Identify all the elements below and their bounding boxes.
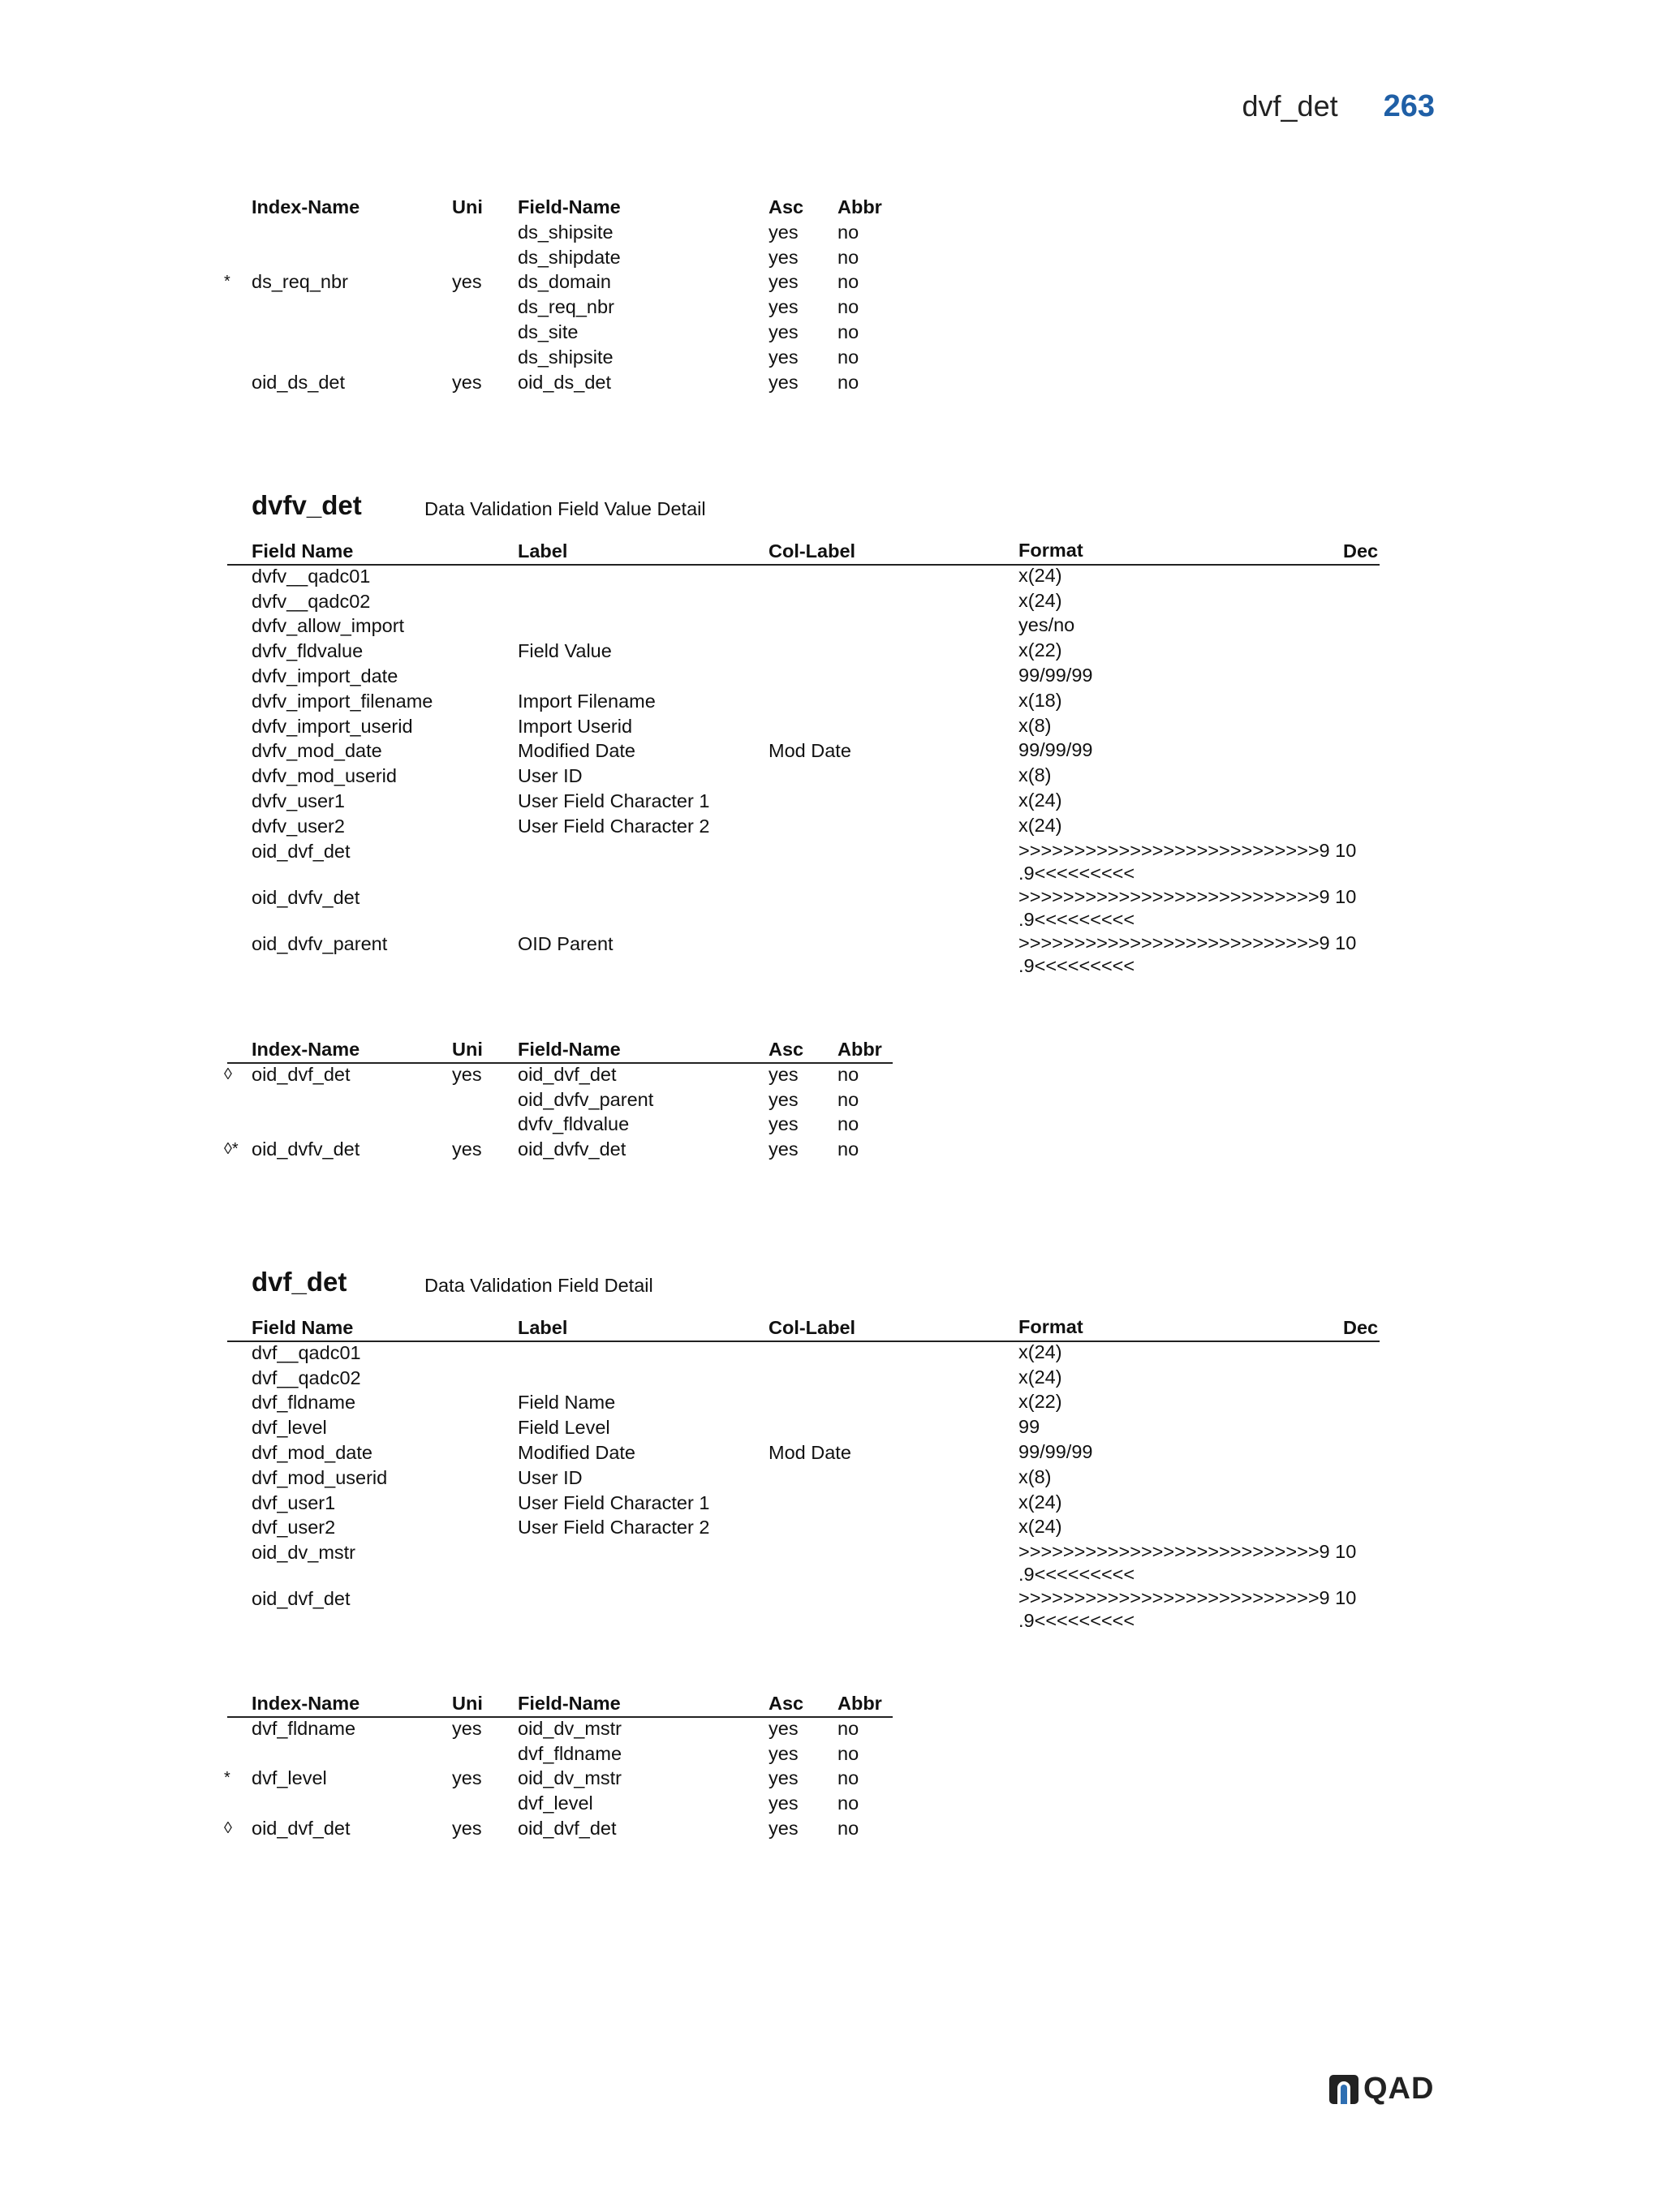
index-name: oid_dvf_det [252, 1817, 351, 1839]
column-header: Index-Name [252, 1693, 360, 1714]
index-marker: ◊ [224, 1065, 232, 1083]
qad-logo [1329, 2072, 1434, 2107]
column-header: Label [518, 540, 568, 562]
table-row [227, 320, 893, 345]
field-format [1018, 1465, 1051, 1488]
table-row [227, 1465, 1380, 1491]
table-row [227, 1716, 893, 1741]
field-format [1018, 714, 1051, 737]
abbr-flag: no [837, 1792, 859, 1814]
field-format [1018, 639, 1062, 661]
field-name: dvf_level [252, 1417, 327, 1439]
ascending-flag: yes [769, 271, 799, 293]
field-format [1018, 932, 1356, 977]
format-line: x(24) [1018, 1516, 1062, 1538]
field-name: oid_dv_mstr [252, 1542, 355, 1564]
dvf-det-index-table [224, 1691, 893, 1841]
column-header: Format [1018, 540, 1083, 561]
field-name: ds_shipsite [518, 221, 614, 243]
ascending-flag: yes [769, 371, 799, 393]
field-name: oid_dvfv_det [518, 1138, 626, 1160]
abbr-flag: no [837, 1088, 859, 1110]
column-header: Field Name [252, 540, 354, 562]
abbr-flag: no [837, 221, 859, 243]
field-name: oid_dvfv_det [252, 886, 360, 908]
format-line: x(24) [1018, 564, 1062, 586]
table-row [227, 295, 893, 320]
field-label: User Field Character 2 [518, 1517, 710, 1539]
table-header-row [227, 195, 893, 220]
table-row [227, 714, 1380, 739]
dvfv-det-field-table [227, 539, 1380, 978]
field-name: dvfv_mod_date [252, 740, 382, 762]
table-row [224, 1816, 893, 1841]
column-header: Index-Name [252, 1039, 360, 1060]
column-header: Field-Name [518, 1039, 621, 1060]
format-line: x(24) [1018, 1491, 1062, 1513]
field-name: ds_shipdate [518, 246, 621, 268]
field-format [1018, 664, 1092, 686]
format-line: 99/99/99 [1018, 739, 1093, 761]
format-line: >>>>>>>>>>>>>>>>>>>>>>>>>>>9 10 [1018, 1541, 1357, 1563]
unique-flag: yes [452, 271, 482, 293]
column-header: Uni [452, 196, 483, 217]
ascending-flag: yes [769, 346, 799, 368]
format-line: x(18) [1018, 689, 1062, 711]
format-line: >>>>>>>>>>>>>>>>>>>>>>>>>>>9 10 [1018, 839, 1357, 861]
unique-flag: yes [452, 1767, 482, 1789]
column-header: Format [1018, 1316, 1083, 1337]
running-title: dvf_det [1242, 89, 1338, 123]
index-marker: ◊* [224, 1140, 239, 1159]
ascending-flag: yes [769, 1063, 799, 1085]
format-line: x(24) [1018, 589, 1062, 611]
format-line: x(24) [1018, 789, 1062, 811]
abbr-flag: no [837, 1717, 859, 1739]
field-label: User Field Character 2 [518, 815, 710, 837]
field-format [1018, 738, 1092, 761]
table-row [227, 1366, 1380, 1391]
logo-text: QAD [1363, 2072, 1435, 2106]
unique-flag: yes [452, 1063, 482, 1085]
field-label: Field Name [518, 1392, 616, 1414]
format-line-continued: .9<<<<<<<<< [1018, 908, 1135, 930]
column-header: Asc [769, 1039, 804, 1060]
ascending-flag: yes [769, 1792, 799, 1814]
field-name: dvfv__qadc02 [252, 590, 371, 612]
index-name: oid_ds_det [252, 371, 345, 393]
field-format [1018, 1366, 1062, 1388]
field-name: dvfv_fldvalue [518, 1113, 630, 1135]
index-marker: * [224, 273, 230, 291]
field-label: Import Filename [518, 690, 656, 712]
table-row [227, 1515, 1380, 1540]
field-name: dvfv_import_date [252, 665, 398, 686]
field-format [1018, 885, 1356, 931]
table-row [227, 613, 1380, 639]
ascending-flag: yes [769, 1113, 799, 1135]
table-row [227, 1415, 1380, 1440]
field-format [1018, 1341, 1062, 1363]
unique-flag: yes [452, 371, 482, 393]
table-row [224, 1766, 893, 1791]
field-format [1018, 689, 1062, 712]
table-row [227, 932, 1380, 978]
table-row [227, 345, 893, 370]
abbr-flag: no [837, 346, 859, 368]
ascending-flag: yes [769, 321, 799, 342]
field-name: ds_shipsite [518, 346, 614, 368]
field-name: dvf_mod_userid [252, 1466, 388, 1488]
abbr-flag: no [837, 1742, 859, 1764]
field-name: oid_dvf_det [518, 1817, 617, 1839]
table-row [227, 764, 1380, 789]
table-row [227, 738, 1380, 764]
field-col-label: Mod Date [769, 740, 851, 762]
field-name: dvfv__qadc01 [252, 565, 371, 587]
column-header: Label [518, 1317, 568, 1338]
format-line: 99 [1018, 1416, 1040, 1438]
table-row [227, 1440, 1380, 1465]
ascending-flag: yes [769, 221, 799, 243]
page-number: 263 [1383, 89, 1435, 123]
format-line: x(22) [1018, 639, 1062, 661]
table-name-dvf-det: dvf_det [252, 1267, 347, 1297]
table-header-row [227, 539, 1380, 564]
abbr-flag: no [837, 371, 859, 393]
format-line: x(8) [1018, 764, 1052, 786]
format-line: yes/no [1018, 614, 1075, 636]
table-row [227, 789, 1380, 814]
table-row [227, 1491, 1380, 1516]
field-name: ds_req_nbr [518, 296, 614, 318]
table-row [224, 1137, 893, 1162]
field-name: oid_dv_mstr [518, 1717, 622, 1739]
column-header: Uni [452, 1039, 483, 1060]
field-format [1018, 1540, 1356, 1586]
field-name: dvfv_mod_userid [252, 765, 397, 787]
field-name: dvf_fldname [518, 1742, 622, 1764]
table-row [227, 814, 1380, 839]
column-header: Col-Label [769, 540, 856, 562]
field-name: dvfv_user1 [252, 790, 345, 811]
table-row [227, 639, 1380, 664]
format-line: x(24) [1018, 1341, 1062, 1362]
field-name: dvf_user1 [252, 1491, 336, 1513]
column-header: Abbr [837, 1693, 882, 1714]
table-row [227, 564, 1380, 589]
column-header: Abbr [837, 196, 882, 217]
ascending-flag: yes [769, 1088, 799, 1110]
index-name: dvf_fldname [252, 1717, 356, 1739]
abbr-flag: no [837, 1767, 859, 1789]
field-name: dvf_level [518, 1792, 593, 1814]
column-header: Col-Label [769, 1317, 856, 1338]
abbr-flag: no [837, 271, 859, 293]
dvfv-det-index-table [224, 1037, 893, 1162]
field-name: dvfv_user2 [252, 815, 345, 837]
format-line-continued: .9<<<<<<<<< [1018, 1564, 1135, 1586]
table-row [224, 1062, 893, 1087]
table-header-row [227, 1315, 1380, 1341]
field-format [1018, 814, 1062, 837]
index-name: oid_dvf_det [252, 1063, 351, 1085]
ascending-flag: yes [769, 1767, 799, 1789]
field-label: Modified Date [518, 740, 635, 762]
field-name: dvf__qadc02 [252, 1366, 361, 1388]
format-line: >>>>>>>>>>>>>>>>>>>>>>>>>>>9 10 [1018, 885, 1357, 907]
column-header: Asc [769, 1693, 804, 1714]
format-line-continued: .9<<<<<<<<< [1018, 954, 1135, 976]
field-format [1018, 764, 1051, 786]
field-label: Field Value [518, 640, 612, 662]
table-description-dvf-det: Data Validation Field Detail [424, 1275, 653, 1296]
table-description-dvfv-det: Data Validation Field Value Detail [424, 498, 706, 519]
field-label: OID Parent [518, 932, 614, 954]
table-row [227, 245, 893, 270]
ascending-flag: yes [769, 1817, 799, 1839]
table-row [227, 1341, 1380, 1366]
table-row [224, 269, 893, 295]
field-format [1018, 564, 1062, 587]
field-name: ds_domain [518, 271, 611, 293]
unique-flag: yes [452, 1817, 482, 1839]
column-header: Field-Name [518, 1693, 621, 1714]
field-name: oid_dv_mstr [518, 1767, 622, 1789]
column-header: Dec [1343, 540, 1379, 562]
field-format [1018, 1491, 1062, 1513]
table-row [227, 1112, 893, 1137]
format-line: >>>>>>>>>>>>>>>>>>>>>>>>>>>9 10 [1018, 1587, 1357, 1609]
field-name: oid_dvfv_parent [518, 1088, 654, 1110]
column-header: Dec [1343, 1317, 1379, 1338]
abbr-flag: no [837, 1063, 859, 1085]
index-name: oid_dvfv_det [252, 1138, 360, 1160]
ds-det-index-table [224, 195, 893, 394]
format-line: x(8) [1018, 1465, 1052, 1487]
field-label: Field Level [518, 1417, 610, 1439]
field-format [1018, 1415, 1040, 1438]
column-header: Abbr [837, 1039, 882, 1060]
format-line: 99/99/99 [1018, 664, 1093, 686]
field-name: oid_dvf_det [252, 1588, 351, 1610]
ascending-flag: yes [769, 246, 799, 268]
column-header: Uni [452, 1693, 483, 1714]
ascending-flag: yes [769, 1742, 799, 1764]
table-row [227, 885, 1380, 932]
field-name: dvf_user2 [252, 1517, 336, 1539]
field-name: dvf_fldname [252, 1392, 356, 1414]
field-label: User Field Character 1 [518, 1491, 710, 1513]
table-row [227, 1087, 893, 1112]
index-name: ds_req_nbr [252, 271, 348, 293]
table-row [227, 839, 1380, 885]
unique-flag: yes [452, 1138, 482, 1160]
index-marker: ◊ [224, 1818, 232, 1837]
format-line: x(8) [1018, 714, 1052, 736]
abbr-flag: no [837, 246, 859, 268]
table-row [227, 1390, 1380, 1415]
table-header-row [227, 1037, 893, 1062]
dvf-det-field-table [227, 1315, 1380, 1633]
format-line-continued: .9<<<<<<<<< [1018, 1610, 1135, 1632]
field-name: dvfv_fldvalue [252, 640, 364, 662]
field-format [1018, 839, 1356, 884]
field-name: oid_dvf_det [252, 840, 351, 862]
page-header [1242, 89, 1436, 124]
field-label: User ID [518, 1466, 583, 1488]
field-name: dvf__qadc01 [252, 1341, 361, 1363]
ascending-flag: yes [769, 1717, 799, 1739]
field-name: dvfv_import_filename [252, 690, 433, 712]
column-header: Asc [769, 196, 804, 217]
format-line-continued: .9<<<<<<<<< [1018, 862, 1135, 884]
ascending-flag: yes [769, 296, 799, 318]
field-label: User ID [518, 765, 583, 787]
table-row [227, 1791, 893, 1816]
abbr-flag: no [837, 1817, 859, 1839]
format-line: x(22) [1018, 1391, 1062, 1413]
field-format [1018, 613, 1074, 636]
field-name: dvfv_allow_import [252, 615, 405, 637]
index-name: dvf_level [252, 1767, 327, 1789]
column-header: Field-Name [518, 196, 621, 217]
field-format [1018, 589, 1062, 612]
abbr-flag: no [837, 296, 859, 318]
field-format [1018, 1390, 1062, 1413]
field-name: dvfv_import_userid [252, 715, 413, 737]
field-name: oid_dvfv_parent [252, 932, 388, 954]
unique-flag: yes [452, 1717, 482, 1739]
table-row [227, 370, 893, 395]
abbr-flag: no [837, 321, 859, 342]
field-name: dvf_mod_date [252, 1441, 372, 1463]
column-header: Field Name [252, 1317, 354, 1338]
format-line: >>>>>>>>>>>>>>>>>>>>>>>>>>>9 10 [1018, 932, 1357, 953]
format-line: x(24) [1018, 1366, 1062, 1388]
qad-logo-icon [1329, 2075, 1358, 2104]
table-row [227, 664, 1380, 689]
abbr-flag: no [837, 1138, 859, 1160]
abbr-flag: no [837, 1113, 859, 1135]
table-row [227, 1586, 1380, 1633]
field-format [1018, 1440, 1092, 1463]
field-format [1018, 1586, 1356, 1632]
field-format [1018, 789, 1062, 811]
table-row [227, 220, 893, 245]
field-name: oid_ds_det [518, 371, 611, 393]
table-name-dvfv-det: dvfv_det [252, 490, 362, 520]
field-name: oid_dvf_det [518, 1063, 617, 1085]
column-header: Index-Name [252, 196, 360, 217]
field-label: User Field Character 1 [518, 790, 710, 811]
table-row [227, 689, 1380, 714]
table-row [227, 1540, 1380, 1586]
field-name: ds_site [518, 321, 579, 342]
field-col-label: Mod Date [769, 1441, 851, 1463]
table-row [227, 589, 1380, 614]
index-marker: * [224, 1769, 230, 1788]
field-label: Modified Date [518, 1441, 635, 1463]
table-header-row [227, 1691, 893, 1716]
field-label: Import Userid [518, 715, 633, 737]
ascending-flag: yes [769, 1138, 799, 1160]
field-format [1018, 1515, 1062, 1538]
table-row [227, 1741, 893, 1767]
format-line: 99/99/99 [1018, 1440, 1093, 1462]
format-line: x(24) [1018, 814, 1062, 836]
